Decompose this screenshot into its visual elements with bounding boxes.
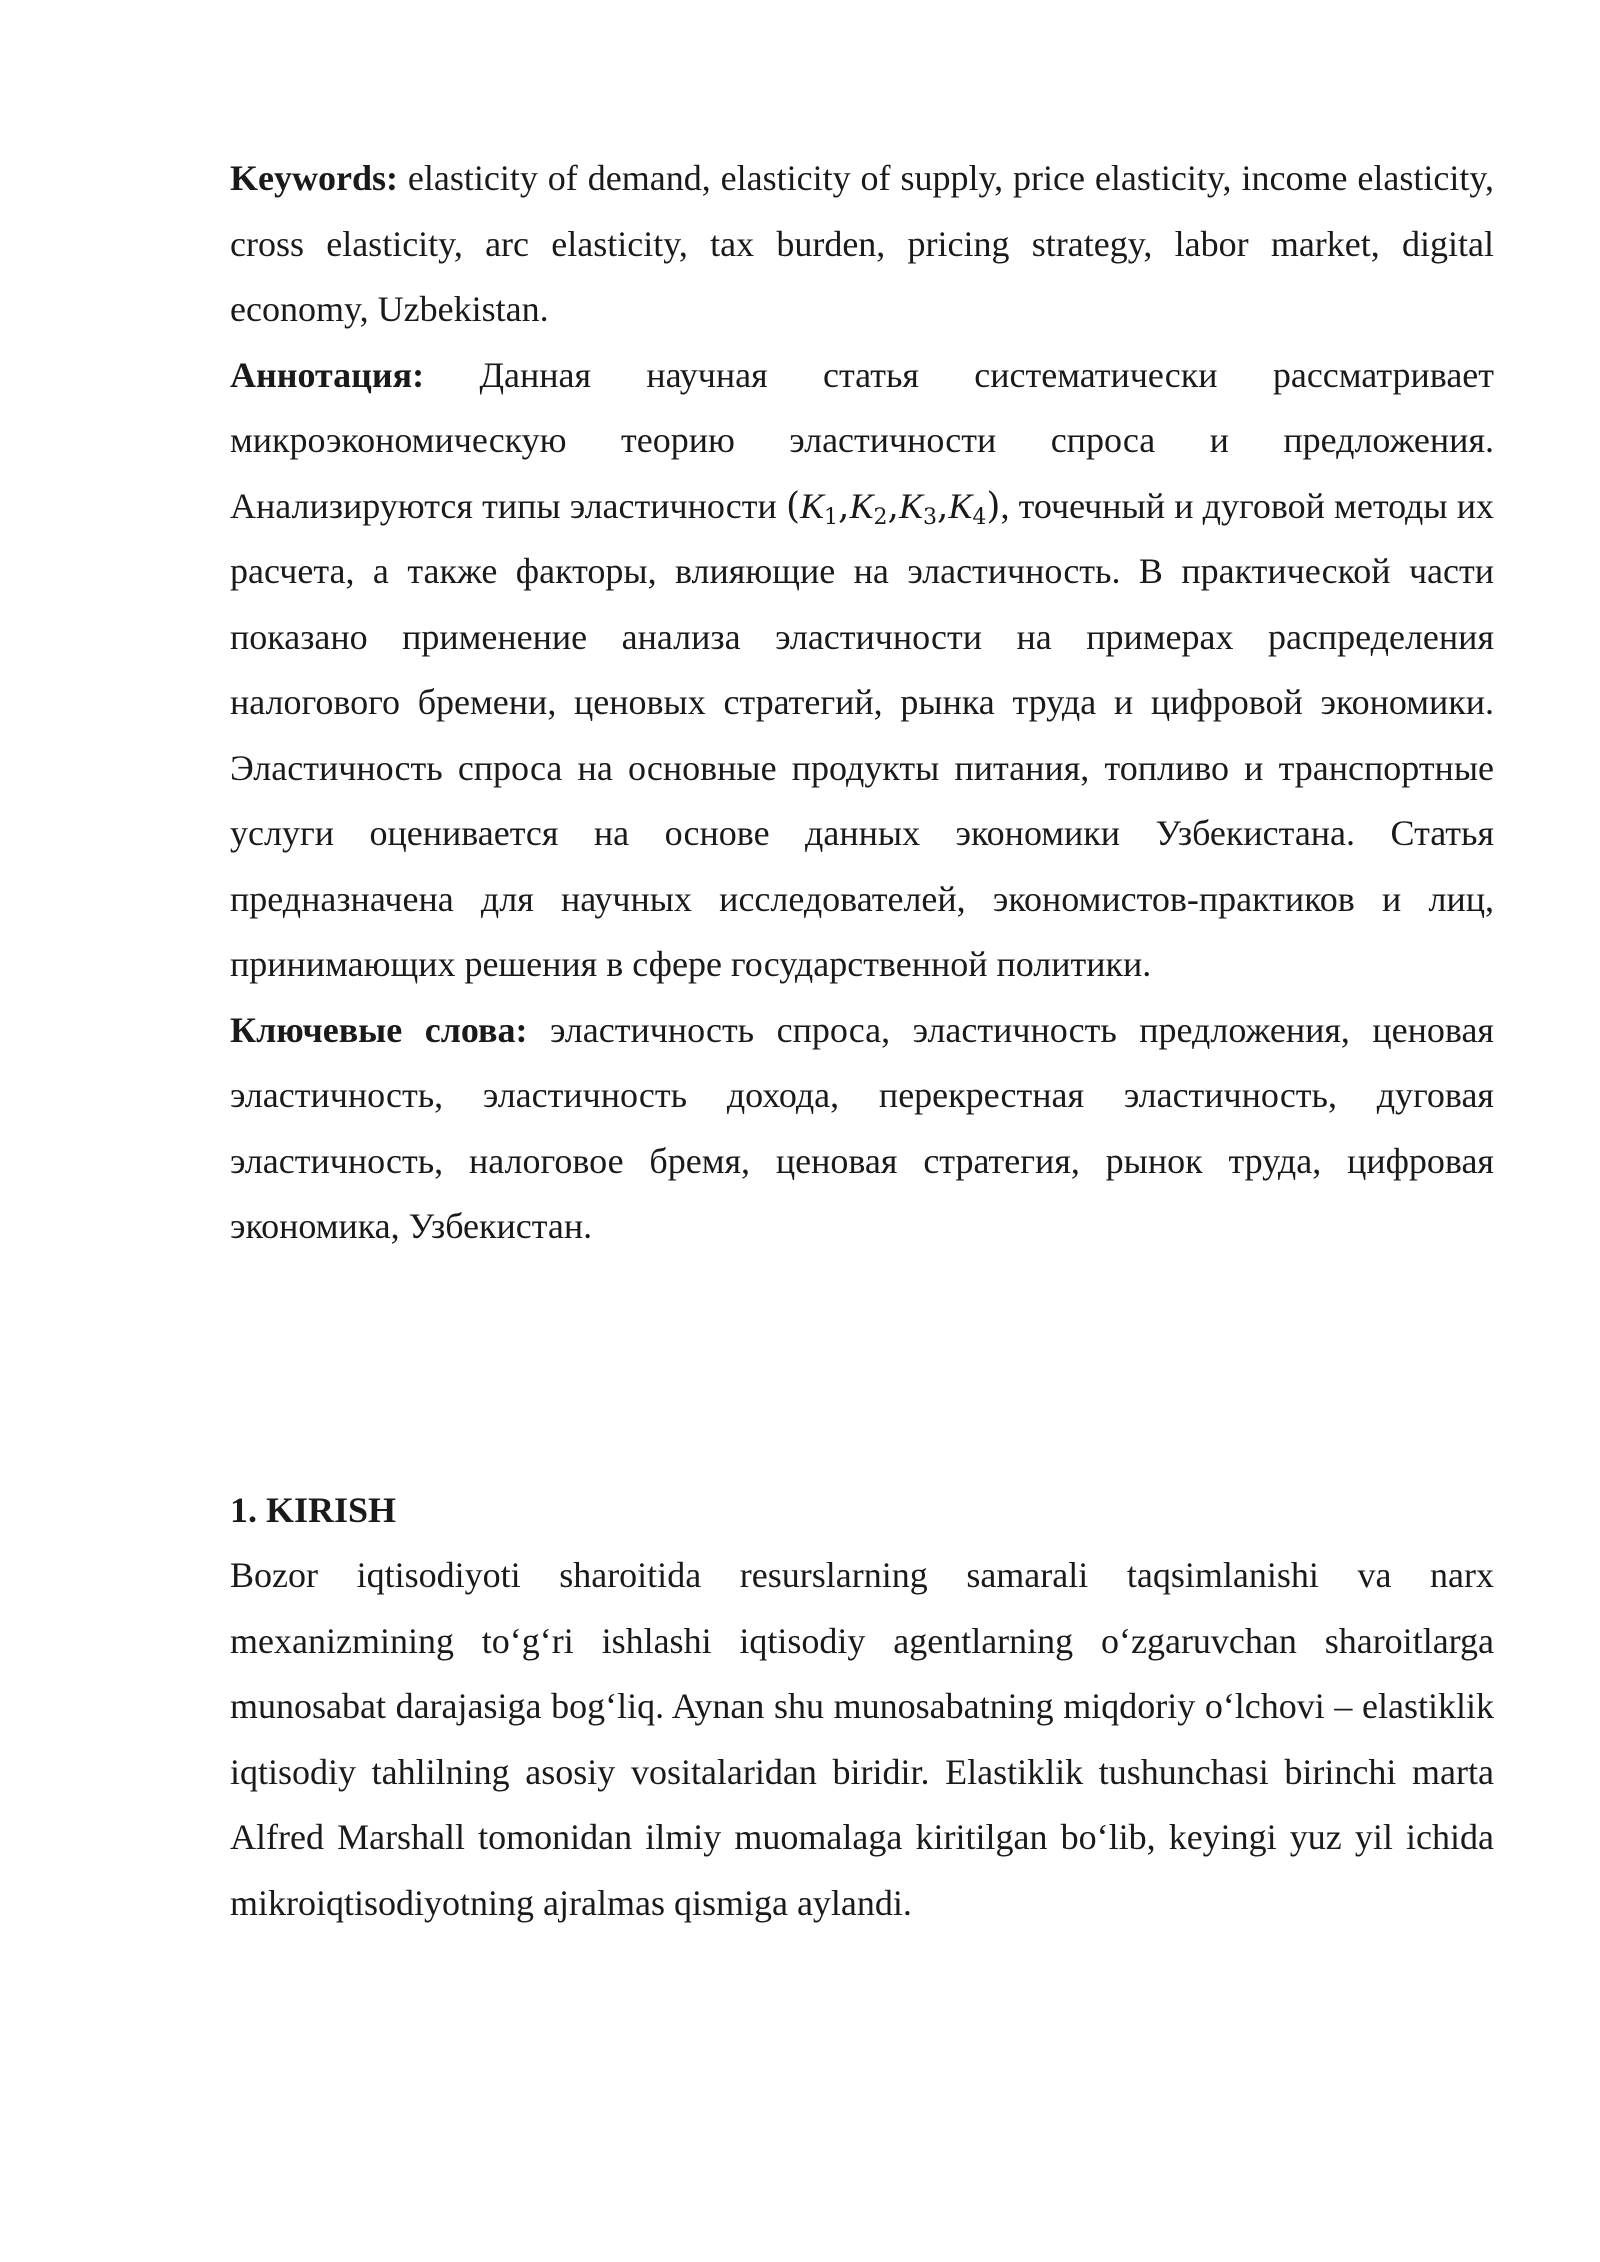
abstract-ru-paragraph xyxy=(230,343,1494,998)
abstract-ru-label: Аннотация: xyxy=(230,354,425,395)
keywords-en-paragraph xyxy=(230,146,1494,343)
formula-term-index: 3 xyxy=(922,504,937,530)
formula-open-paren: ( xyxy=(785,485,800,527)
formula-term-index: 1 xyxy=(824,504,839,530)
abstract-ru-text-before: Данная научная статья систематически рассматривает микроэкономическую теорию эластичности спроса и предложения. Анализируются типы эластичности xyxy=(230,354,1495,526)
keywords-ru-paragraph xyxy=(230,998,1494,1260)
formula-term-index: 2 xyxy=(873,504,888,530)
formula-term-symbol: K xyxy=(800,485,825,526)
formula-term-symbol: K xyxy=(948,485,973,526)
formula-close-paren: ) xyxy=(986,485,1001,527)
formula-term-symbol: K xyxy=(898,485,923,526)
formula-separator: , xyxy=(936,485,949,527)
keywords-ru-label: Ключевые слова: xyxy=(230,1009,528,1050)
keywords-en-label: Keywords: xyxy=(230,158,398,198)
keywords-en-text: elasticity of demand, elasticity of supply, price elasticity, income elasticity, cross elasticity, arc elasticity, tax burden, pricing strategy, labor market, digital economy, Uzbekistan. xyxy=(230,158,1494,329)
abstract-ru-text-after: , точечный и дуговой методы их расчета, а также факторы, влияющие на эластичность. В практической части показано применение анализа эластичности на примерах распределения налогового бремени, ценовых стратегий, рынка труда и цифровой экономики. Эластичность спроса на основные продукты питания, топливо и транспортные услуги оценивается на основе данных экономики Узбекистана. Статья предназначена для научных исследователей, экономистов-практиков и лиц, принимающих решения в сфере государственной политики. xyxy=(230,485,1495,984)
section-heading: 1. KIRISH xyxy=(230,1489,397,1530)
formula-separator: , xyxy=(838,485,850,527)
elasticity-types-formula xyxy=(785,485,1001,530)
formula-separator: , xyxy=(887,485,899,527)
keywords-ru-text: эластичность спроса, эластичность предложения, ценовая эластичность, эластичность дохода, перекрестная эластичность, дуговая эластичность, налоговое бремя, ценовая стратегия, рынок труда, цифровая экономика, Узбекистан. xyxy=(230,1009,1494,1246)
formula-term-index: 4 xyxy=(972,504,987,530)
page-content xyxy=(230,146,1494,1936)
section-paragraph: Bozor iqtisodiyoti sharoitida resurslarning samarali taqsimlanishi va narx mexanizmining to‘g‘ri ishlashi iqtisodiy agentlarning o‘zgaruvchan sharoitlarga munosabat darajasiga bog‘liq. Aynan shu munosabatning miqdoriy o‘lchovi – elastiklik iqtisodiy tahlilning asosiy vositalaridan biridir. Elastiklik tushunchasi birinchi marta Alfred Marshall tomonidan ilmiy muomalaga kiritilgan bo‘lib, keyingi yuz yil ichida mikroiqtisodiyotning ajralmas qismiga aylandi. xyxy=(230,1555,1494,1923)
formula-term-symbol: K xyxy=(849,485,874,526)
